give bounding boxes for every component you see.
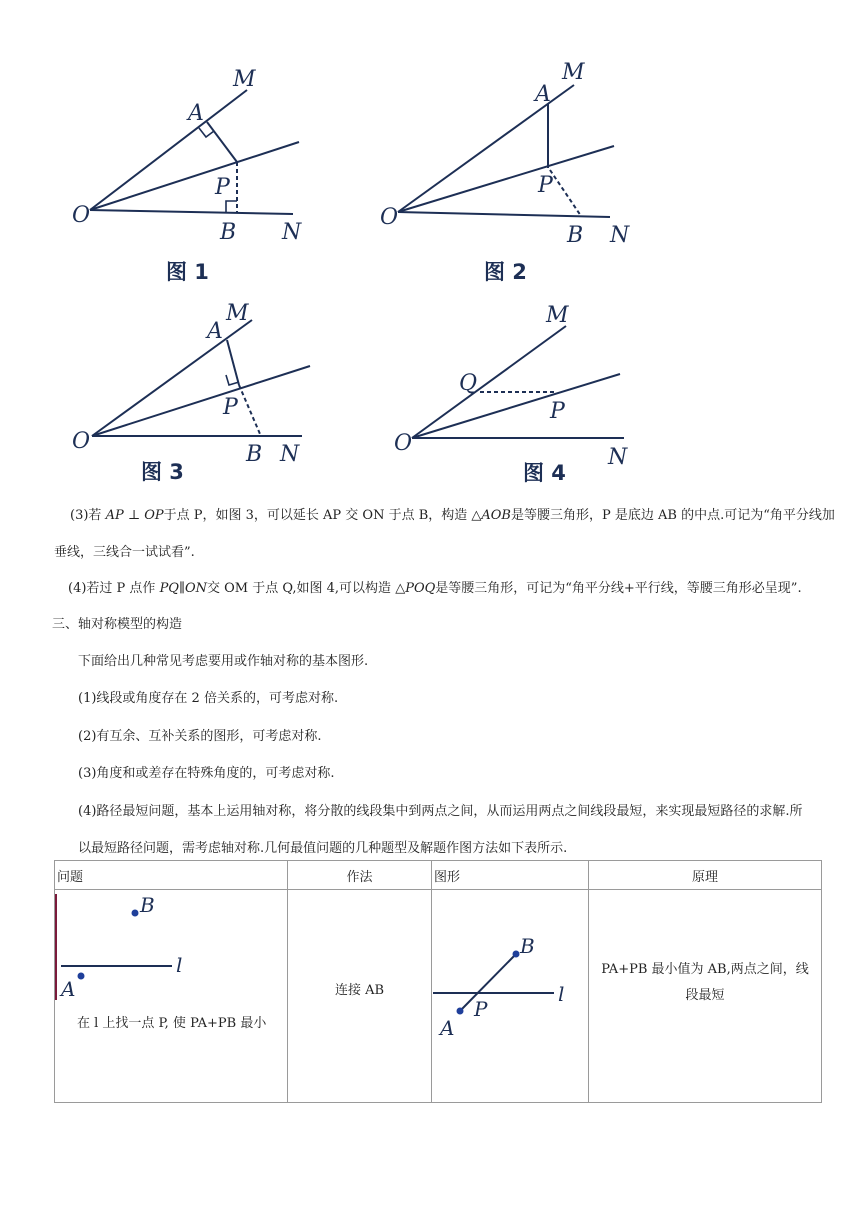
label-p: P bbox=[215, 175, 230, 200]
header-principle: 原理 bbox=[589, 861, 822, 890]
p4-suffix: 是等腰三角形，可记为“角平分线+平行线，等腰三角形必呈现”. bbox=[435, 581, 802, 596]
problem-text: 在 l 上找一点 P, 使 PA+PB 最小 bbox=[77, 1016, 267, 1031]
label-m: M bbox=[546, 303, 569, 328]
problem-diagram bbox=[55, 890, 255, 1010]
label-m: M bbox=[226, 301, 249, 326]
figure-2 bbox=[370, 58, 650, 288]
label-n: N bbox=[610, 223, 630, 248]
figure-4 bbox=[378, 300, 648, 490]
label-p: P bbox=[550, 399, 565, 424]
figure-diagram bbox=[432, 909, 587, 1079]
method-text: 连接 AB bbox=[334, 983, 385, 998]
figure-3 bbox=[62, 300, 322, 490]
cell-figure bbox=[432, 890, 589, 1103]
table-header-row bbox=[55, 861, 822, 890]
point-a bbox=[78, 973, 85, 980]
figure-4-caption: 图 4 bbox=[523, 461, 566, 485]
label-a: A bbox=[188, 101, 204, 126]
label-b: B bbox=[520, 934, 535, 958]
ray-om bbox=[412, 326, 566, 438]
label-n: N bbox=[282, 220, 302, 245]
label-n: N bbox=[608, 445, 628, 470]
label-a: A bbox=[61, 977, 76, 1001]
p4-prefix: (4)若过 P 点作 bbox=[68, 581, 160, 596]
cell-method bbox=[288, 890, 432, 1103]
figure-3-diagram bbox=[62, 300, 322, 490]
intro-text: 下面给出几种常见考虑要用或作轴对称的基本图形. bbox=[78, 654, 369, 669]
label-b: B bbox=[567, 223, 584, 248]
table-row bbox=[55, 890, 822, 1103]
point-b bbox=[513, 951, 520, 958]
cell-principle bbox=[589, 890, 822, 1103]
figure-1 bbox=[60, 62, 320, 287]
figure-1-caption: 图 1 bbox=[166, 260, 209, 284]
segment-ap bbox=[227, 340, 239, 385]
point-b bbox=[132, 910, 139, 917]
segment-pb-dashed bbox=[550, 170, 581, 216]
label-a: A bbox=[207, 319, 223, 344]
label-l: l bbox=[558, 982, 565, 1006]
item-3: (3)角度和或差存在特殊角度的，可考虑对称. bbox=[78, 766, 335, 781]
item-4-line-1: (4)路径最短问题，基本上运用轴对称，将分散的线段集中到两点之间，从而运用两点之间线段最短，来实现最短路径的求解.所 bbox=[78, 804, 803, 819]
p3-math-ap-perp-op: AP ⊥ OP bbox=[105, 508, 164, 523]
ray-op bbox=[412, 374, 620, 438]
ray-on bbox=[90, 210, 293, 214]
label-o: O bbox=[380, 205, 399, 230]
header-method: 作法 bbox=[288, 861, 432, 890]
label-o: O bbox=[72, 203, 91, 228]
item-4-line-2: 以最短路径问题，需考虑轴对称.几何最值问题的几种题型及解题作图方法如下表所示. bbox=[78, 841, 568, 856]
figure-2-diagram bbox=[370, 58, 650, 288]
segment-pb-dashed bbox=[239, 385, 260, 434]
p3-mid2: 是等腰三角形，P 是底边 AB 的中点.可记为“角平分线加 bbox=[511, 508, 835, 523]
label-q: Q bbox=[459, 371, 478, 396]
shortest-path-table bbox=[54, 860, 822, 1103]
p3-mid1: 于点 P，如图 3，可以延长 AP 交 ON 于点 B，构造 △ bbox=[163, 508, 482, 523]
label-n: N bbox=[280, 442, 300, 467]
header-problem: 问题 bbox=[55, 861, 288, 890]
paragraph-3-line-2: 垂线，三线合一试试看”. bbox=[54, 545, 195, 560]
p3-prefix: (3)若 bbox=[70, 508, 106, 523]
item-2: (2)有互余、互补关系的图形，可考虑对称. bbox=[78, 729, 322, 744]
label-b: B bbox=[246, 442, 263, 467]
figure-4-diagram bbox=[378, 300, 648, 490]
label-p: P bbox=[223, 395, 238, 420]
label-o: O bbox=[394, 431, 413, 456]
p4-mid1: 交 OM 于点 Q,如图 4,可以构造 △ bbox=[207, 581, 406, 596]
p4-math-pq-parallel-on: PQ∥ON bbox=[159, 581, 208, 596]
segment-ap bbox=[207, 122, 237, 162]
label-b: B bbox=[220, 220, 237, 245]
header-figure: 图形 bbox=[432, 861, 589, 890]
p3-math-aob: AOB bbox=[481, 508, 511, 523]
label-a: A bbox=[535, 82, 551, 107]
label-p: P bbox=[474, 997, 488, 1021]
paragraph-3-line-1 bbox=[70, 506, 835, 526]
section-title: 三、轴对称模型的构造 bbox=[52, 617, 183, 632]
label-b: B bbox=[140, 893, 155, 917]
principle-text: PA+PB 最小值为 AB,两点之间，线段最短 bbox=[601, 962, 809, 1003]
label-l: l bbox=[176, 953, 183, 977]
label-a: A bbox=[440, 1016, 455, 1040]
segment-ab bbox=[460, 954, 516, 1011]
point-a bbox=[457, 1008, 464, 1015]
figure-1-diagram bbox=[60, 62, 320, 287]
ray-op bbox=[398, 146, 614, 212]
label-o: O bbox=[72, 429, 91, 454]
label-p: P bbox=[538, 173, 553, 198]
figure-3-caption: 图 3 bbox=[141, 460, 184, 484]
figure-2-caption: 图 2 bbox=[484, 260, 527, 284]
ray-op bbox=[90, 142, 299, 210]
cell-problem bbox=[55, 890, 288, 1103]
right-angle-mark-b bbox=[226, 201, 237, 212]
item-1: (1)线段或角度存在 2 倍关系的，可考虑对称. bbox=[78, 691, 339, 706]
p4-math-poq: POQ bbox=[405, 581, 436, 596]
label-m: M bbox=[233, 67, 256, 92]
paragraph-4 bbox=[68, 579, 802, 599]
label-m: M bbox=[562, 60, 585, 85]
ray-op bbox=[92, 366, 310, 436]
